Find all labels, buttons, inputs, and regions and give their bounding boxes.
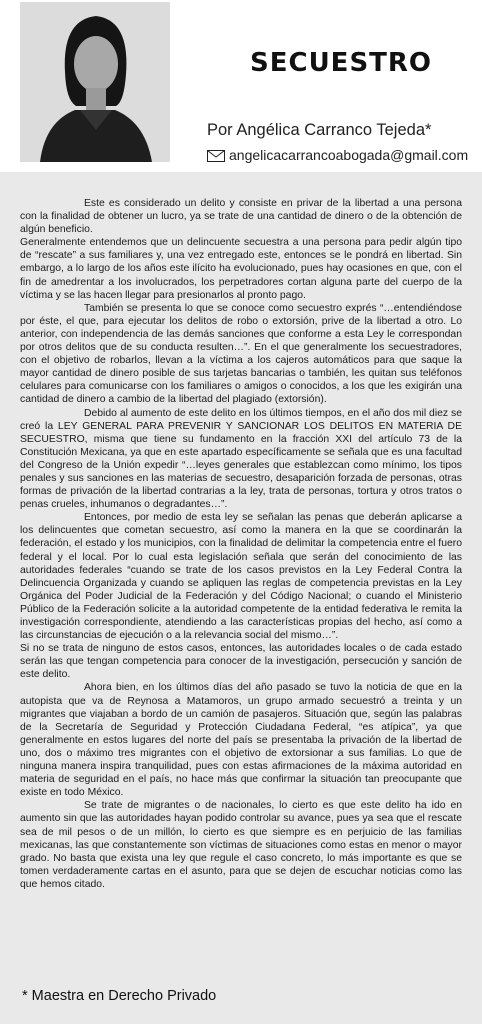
author-footnote: * Maestra en Derecho Privado [22, 988, 217, 1004]
paragraph: También se presenta lo que se conoce como secuestro exprés “…entendiéndose por éste, el que, para ejecutar los delitos de robo o extorsión, prive de la libertad a otro. Lo anterior, con independencia de las demás sanciones que conforme a esta Ley le correspondan por otros delitos que de su conducta resulten…”. En el que generalmente los secuestradores, con el objetivo de robarlos, llevan a la víctima a los cajeros automáticos para que saque la mayor cantidad de dinero posible de sus tarjetas bancarias o también, les quitan sus teléfonos celulares para comunicarse con los familiares o amigos o conocidos, a los que les exigirán una cantidad de dinero a cambio de la libertad del plagiado (extorsión). [20, 302, 462, 406]
author-email[interactable]: angelicacarrancoabogada@gmail.com [229, 147, 469, 163]
article-header [0, 0, 482, 172]
paragraph: Se trate de migrantes o de nacionales, lo cierto es que este delito ha ido en aumento sin que las autoridades hayan podido controlar su avance, pues ya sea que el rescate sea de mil pesos o de un millón, lo cierto es que siempre es en perjuicio de las familias mexicanas, las que constantemente son víctimas de situaciones como estas en menor o mayor grado. No basta que exista una ley que regule el caso concreto, lo más importante es que se tomen verdaderamente cartas en el asunto, para que se dejen de escuchar noticias como las que hemos citado. [20, 800, 462, 890]
paragraph: Ahora bien, en los últimos días del año pasado se tuvo la noticia de que en la autopista que va de Reynosa a Matamoros, un grupo armado secuestró a treinta y un migrantes que viajaban a bordo de un camión de pasajeros. Situación que, según las palabras de la Secretaría de Seguridad y Protección Ciudadana Federal, “es atípica”, ya que generalmente en estos lugares del norte del país se presentaba la privación de la libertad de uno, dos o máximo tres migrantes con el objetivo de extorsionar a sus familias. Lo que de ninguna manera inspira tranquilidad, pues con estas afirmaciones de la máxima autoridad en materia de seguridad en el país, no hace más que confirmar la situación tan preocupante que existe en todo México. [20, 682, 462, 799]
email-row [207, 147, 468, 163]
author-byline: Por Angélica Carranco Tejeda* [207, 121, 432, 139]
envelope-icon [207, 149, 225, 161]
paragraph: Generalmente entendemos que un delincuente secuestra a una persona para pedir algún tipo de “rescate” a sus familiares y, una vez entregado este, entonces se le pondrá en libertad. Sin embargo, a lo largo de los años este ilícito ha evolucionado, pues hay ocasiones en que, con el fin de amedrentar a los involucrados, los perpetradores cortan alguna parte del cuerpo de la víctima y se las hacen llegar para presionarlos al pronto pago. [20, 237, 462, 301]
author-photo [20, 2, 170, 162]
paragraph: Entonces, por medio de esta ley se señalan las penas que deberán aplicarse a los delincuentes que cometan secuestro, así como la manera en la que se coordinarán la federación, el estado y los municipios, con la finalidad de delimitar la competencia entre el fuero federal y el local. Por lo cual esta legislación señala que serán del conocimiento de las autoridades federales “cuando se trate de los casos previstos en la Ley Federal Contra la Delincuencia Organizada y cuando se apliquen las reglas de competencia previstas en la Ley Orgánica del Poder Judicial de la Federación y del Código Nacional; o cuando el Ministerio Público de la Federación solicite a la autoridad competente de la entidad federativa le remita la investigación correspondiente, atendiendo a las características propias del hecho, así como a las circunstancias de ejecución o a la relevancia social del mismo…”. [20, 512, 462, 642]
paragraph: Debido al aumento de este delito en los últimos tiempos, en el año dos mil diez se creó la LEY GENERAL PARA PREVENIR Y SANCIONAR LOS DELITOS EN MATERIA DE SECUESTRO, misma que tiene su fundamento en la fracción XXI del artículo 73 de la Constitución Mexicana, ya que en este apartado específicamente se señala que es una facultad del Congreso de la Unión expedir “…leyes generales que establezcan como mínimo, los tipos penales y sus sanciones en las materias de secuestro, desaparición forzada de personas, otras formas de privación de la libertad contrarias a la ley, trata de personas, tortura y otros tratos o penas crueles, inhumanos o degradantes…”. [20, 407, 462, 511]
paragraph: Este es considerado un delito y consiste en privar de la libertad a una persona con la finalidad de obtener un lucro, ya se trate de una cantidad de dinero o de la obtención de algún beneficio. [20, 198, 462, 236]
article-body [0, 172, 482, 1024]
article-title: SECUESTRO [250, 48, 433, 78]
paragraph: Si no se trata de ninguno de estos casos, entonces, las autoridades locales o de cada estado serán las que tengan competencia para conocer de la investigación, persecución y sanción de este delito. [20, 643, 462, 681]
